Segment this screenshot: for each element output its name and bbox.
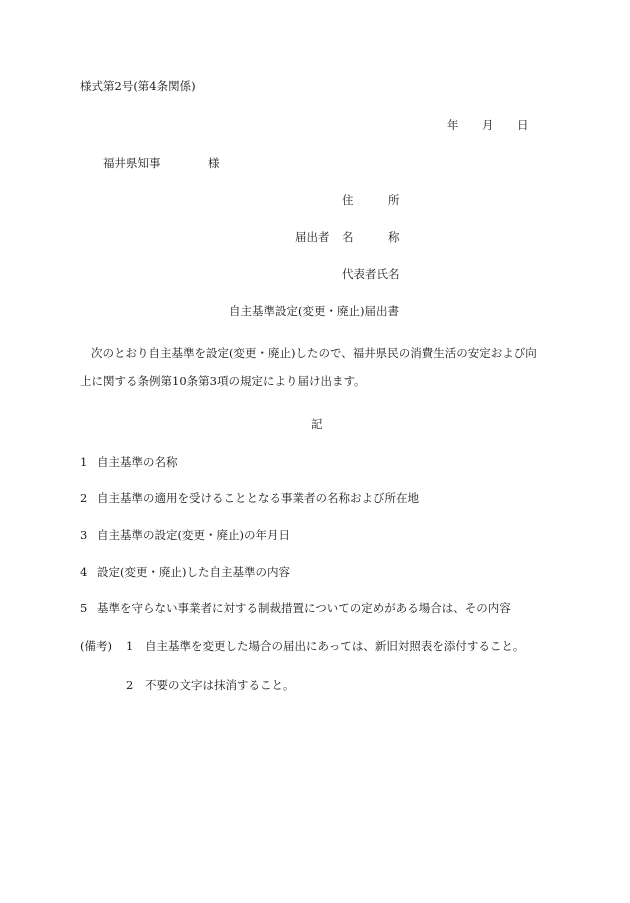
- address-label-first: 住: [342, 193, 354, 207]
- date-month-label: 月: [482, 118, 494, 132]
- item-number: 3: [80, 528, 88, 542]
- addressee-name: 福井県知事: [103, 156, 161, 170]
- addressee-honorific: 様: [208, 156, 220, 170]
- date-year-label: 年: [447, 118, 459, 132]
- name-label-second: 称: [388, 230, 400, 244]
- item-text: 設定(変更・廃止)した自主基準の内容: [97, 565, 290, 579]
- item-text: 自主基準の適用を受けることとなる事業者の名称および所在地: [97, 491, 419, 505]
- item-number: 1: [80, 455, 88, 469]
- representative-label: 代表者氏名: [342, 267, 400, 281]
- item-text: 基準を守らない事業者に対する制裁措置についての定めがある場合は、その内容: [97, 601, 511, 615]
- item-number: 4: [80, 565, 88, 579]
- item-number: 2: [80, 491, 88, 505]
- document-title: 自主基準設定(変更・廃止)届出書: [229, 304, 399, 318]
- form-number: 様式第2号(第4条関係): [80, 79, 196, 93]
- item-number: 5: [80, 601, 88, 615]
- item-text: 自主基準の設定(変更・廃止)の年月日: [97, 528, 290, 542]
- remark-number: 1: [126, 639, 134, 653]
- ki-heading: 記: [311, 417, 323, 431]
- remarks-label: (備考): [80, 639, 112, 653]
- address-label-second: 所: [388, 193, 400, 207]
- remark-text: 自主基準を変更した場合の届出にあっては、新旧対照表を添付すること。: [145, 639, 525, 653]
- item-text: 自主基準の名称: [97, 455, 178, 469]
- remark-text: 不要の文字は抹消すること。: [145, 678, 295, 692]
- name-label-first: 名: [342, 230, 354, 244]
- remark-number: 2: [126, 678, 134, 692]
- notifier-label: 届出者: [295, 230, 330, 244]
- date-day-label: 日: [517, 118, 529, 132]
- body-text-line-2: 上に関する条例第10条第3項の規定により届け出ます。: [80, 374, 366, 388]
- body-text-line-1: 次のとおり自主基準を設定(変更・廃止)したので、福井県民の消費生活の安定および向: [91, 346, 537, 360]
